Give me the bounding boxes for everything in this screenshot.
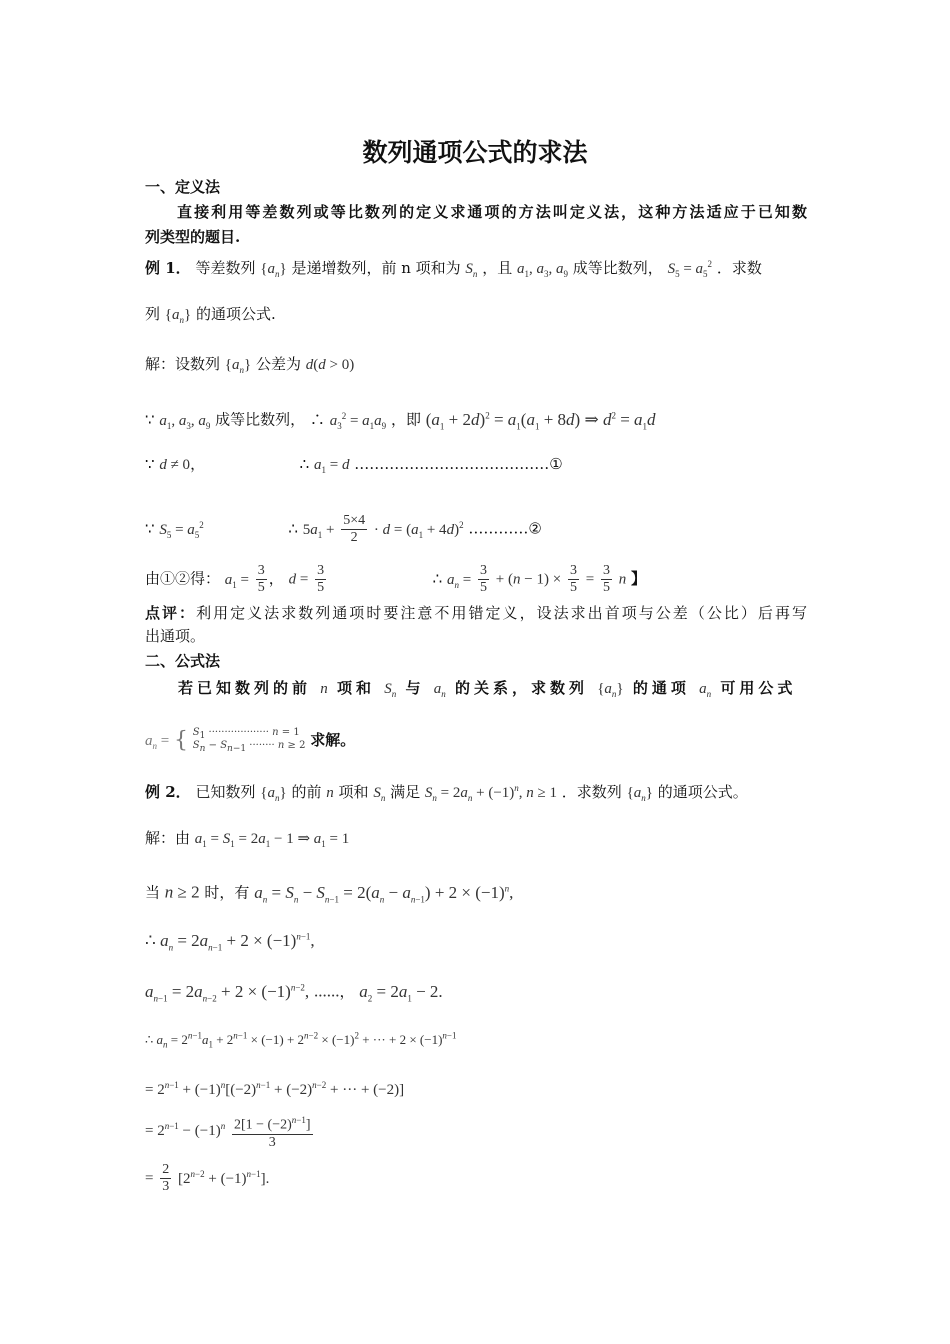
example2-final-result: = $\frac{2}{3}$ $[2^{n-2} + (-1)^{n-1}]$.	[145, 1162, 270, 1194]
math-sn: $S_n$	[465, 261, 478, 279]
example1-step-eq1: ∵ d ≠ 0， ∴ $a_1 = d$ …………………………………①	[145, 455, 563, 475]
example2-step-chain: $a_{n-1} = 2a_{n-2} + 2 \times (-1)^{n-2}$, ......， $a_2 = 2a_1 - 2$.	[145, 981, 443, 1004]
math-an: $\{a_n\}$	[260, 261, 287, 279]
example2-solution-start: 解：由 $a_1 = S_1 = 2a_1 - 1$ ⇒ $a_1 = 1$	[145, 829, 350, 849]
section1-intro-line1: 直接利用等差数列或等比数列的定义求通项的方法叫定义法，这种方法适应于已知数	[177, 203, 807, 221]
section2-paragraph-line1: 若已知数列的前 n 项和 $S_n$ 与 $a_n$ 的关系，求数列 $\{a_n\}$ 的通项 $a_n$ 可用公式	[178, 679, 797, 699]
example1-step-geometric: ∵ $a_1$, $a_3$, $a_9$ 成等比数列， ∴ $a_3^2 = a_1a_9$ ，即 $(a_1 + 2d)^2 = a_1(a_1 + 8d)$ ⇒ $d^2 = a_1d$	[145, 409, 656, 432]
equation-marker-1: …………………………………①	[354, 455, 563, 473]
math-a1a3a9: $a_1$, $a_3$, $a_9$	[517, 261, 568, 279]
equation-marker-2: …………②	[468, 519, 542, 538]
example2-step-factor: = $2^{n-1} + (-1)^n[(-2)^{n-1} + (-2)^{n-2}$ + ··· + (−2)]	[145, 1080, 405, 1098]
example1-solution-setup: 解：设数列 $\{a_n\}$ 公差为 d(d > 0)	[145, 355, 355, 375]
page-title: 数列通项公式的求法	[362, 138, 588, 167]
example1-step-eq2: ∵ $S_5 = a_5^2$ ∴ $5a_1$ + $\frac{5\times 4}{2}$ · $d = (a_1 + 4d)^2$ …………②	[145, 513, 542, 545]
math-s5-eq: $S_5 = a_5^2$	[667, 259, 713, 279]
example2-step-recurrence: 当 n ≥ 2 时，有 $a_n = S_n - S_{n-1} = 2(a_n - a_{n-1}) + 2 \times (-1)^n$,	[145, 882, 514, 905]
example2-step-an: ∴ $a_n = 2a_{n-1} + 2 \times (-1)^{n-1}$,	[145, 930, 315, 953]
comment-label: 点评：	[145, 604, 197, 622]
example2-label: 例 2．	[145, 783, 191, 801]
example2-step-geometric-sum: = $2^{n-1} - (-1)^n$ $\frac{2[1 - (-2)^{n-1}]}{3}$	[145, 1112, 315, 1151]
example2-step-sum: ∴ $a_n = 2^{n-1}a_1 + 2^{n-1} \times (-1) + 2^{n-2} \times (-1)^2$ + ··· + $2 \times (-1)^{n-1}$	[145, 1031, 457, 1050]
section-heading-formula: 二、公式法	[145, 652, 221, 670]
example1-statement-line2: 列 $\{a_n\}$ 的通项公式.	[145, 305, 276, 325]
example1-label: 例 1．	[145, 259, 191, 277]
section1-intro-line2: 列类型的题目.	[145, 228, 241, 246]
comment-paragraph: 点评：利用定义法求数列通项时要注意不用错定义，设法求出首项与公差（公比）后再写 出通项。	[145, 604, 807, 645]
section2-formula-line: $a_n$ = { $S_1$ ··················· n = 1 $S_n - S_{n-1}$ ········ n ≥ 2 求解。	[145, 727, 356, 754]
example1-result: 由①②得： $a_1$ = $\frac{3}{5}$ ， d = $\frac{3}{5}$ ∴ $a_n$ = $\frac{3}{5}$ + (n − 1) × $\frac{3}{5}$ = $\frac{3}{5}$ n 】	[145, 563, 647, 595]
section-heading-definition: 一、定义法	[145, 178, 221, 196]
example1-statement-line1: 例 1． 等差数列 $\{a_n\}$ 是递增数列，前 n 项和为 $S_n$ ，且 $a_1$, $a_3$, $a_9$ 成等比数列， $S_5 = a_5^2$ ．求数	[145, 259, 762, 279]
example2-statement: 例 2． 已知数列 $\{a_n\}$ 的前 n 项和 $S_n$ 满足 $S_n = 2a_n + (-1)^n$, n ≥ 1 ．求数列 $\{a_n\}$ 的通项公式。	[145, 783, 748, 803]
